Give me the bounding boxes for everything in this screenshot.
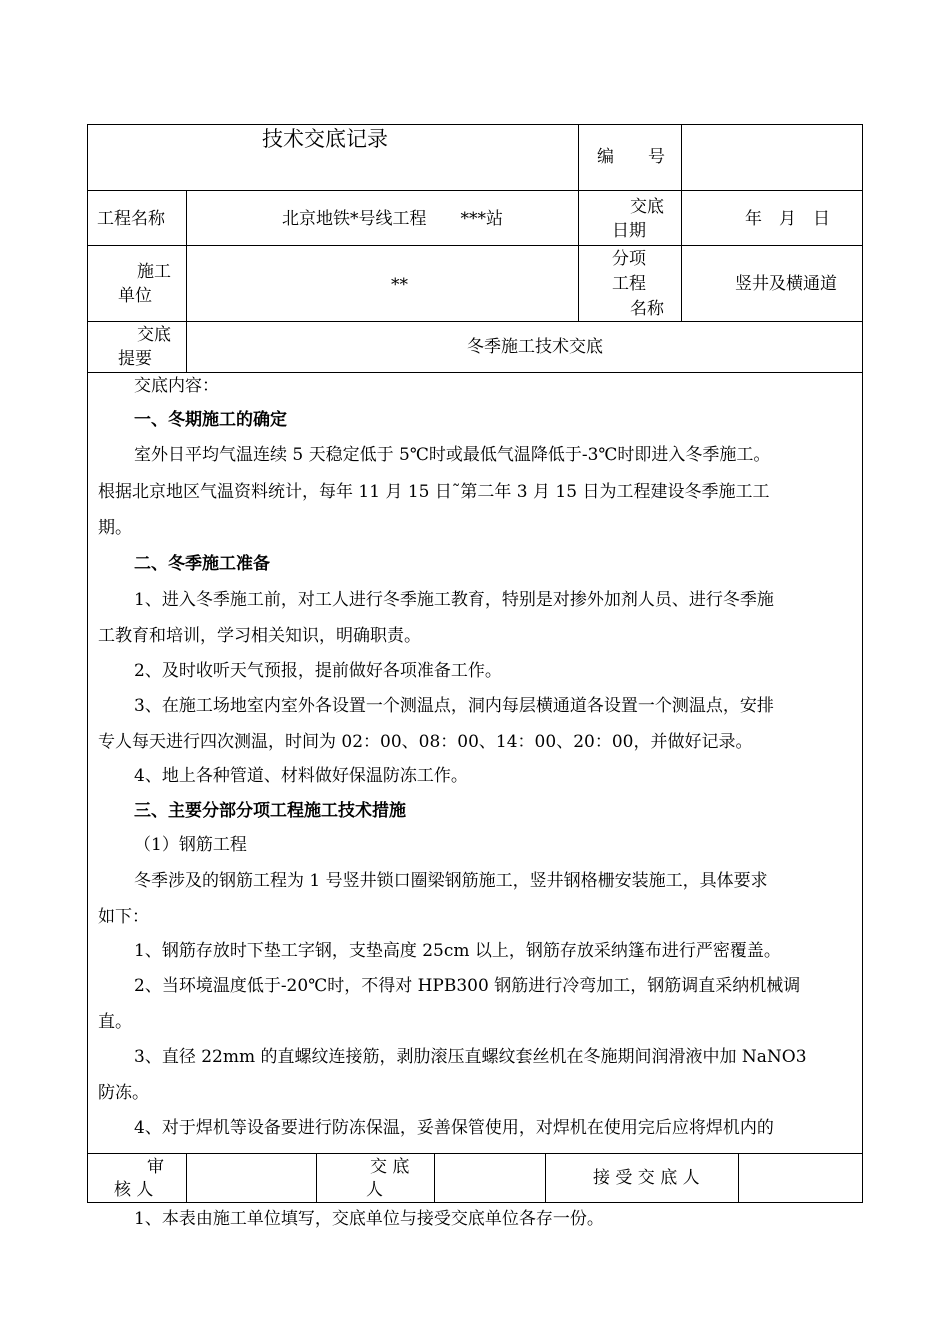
page-title: 技术交底记录	[262, 127, 388, 151]
section-heading: 三、主要分部分项工程施工技术措施	[134, 801, 406, 821]
paragraph-line: 2、及时收听天气预报，提前做好各项准备工作。	[134, 661, 502, 681]
paragraph-line: 工教育和培训，学习相关知识，明确职责。	[98, 626, 421, 646]
table-line	[862, 124, 863, 1203]
section-heading: 一、冬期施工的确定	[134, 410, 287, 430]
receiver-label: 接 受 交 底 人	[593, 1168, 700, 1188]
paragraph-line: 冬季涉及的钢筋工程为 1 号竖井锁口圈梁钢筋施工，竖井钢格栅安装施工，具体要求	[134, 871, 768, 891]
paragraph-line: 3、在施工场地室内室外各设置一个测温点，洞内每层横通道各设置一个测温点，安排	[134, 696, 774, 716]
paragraph-line: 防冻。	[98, 1083, 149, 1103]
paragraph-line: 根据北京地区气温资料统计，每年 11 月 15 日˜第二年 3 月 15 日为工程建设冬季施工工	[98, 482, 770, 502]
date-value: 年 月 日	[745, 209, 830, 229]
paragraph-line: 专人每天进行四次测温，时间为 02：00、08：00、14：00、20：00，并做好记录。	[98, 732, 753, 752]
table-line	[434, 1153, 435, 1203]
table-line	[87, 245, 863, 246]
date-label-line-2: 日期	[612, 221, 646, 241]
paragraph-line: 期。	[98, 518, 132, 538]
date-label-line-1: 交底	[630, 197, 664, 217]
subproject-value: 竖井及横通道	[735, 274, 837, 294]
table-line	[316, 1153, 317, 1203]
discloser-label-line-1: 交 底	[370, 1157, 410, 1177]
unit-label-line-2: 单位	[118, 286, 152, 306]
paragraph-line: 4、地上各种管道、材料做好保温防冻工作。	[134, 766, 468, 786]
table-line	[186, 1153, 187, 1203]
paragraph-line: 2、当环境温度低于-20℃时，不得对 HPB300 钢筋进行冷弯加工，钢筋调直采纳机械调	[134, 976, 801, 996]
reviewer-label-line-1: 审	[147, 1157, 164, 1177]
subsection-heading: （1）钢筋工程	[134, 835, 247, 855]
table-line	[87, 1153, 863, 1154]
table-line	[578, 124, 579, 322]
summary-value: 冬季施工技术交底	[467, 337, 603, 357]
discloser-label-line-2: 人	[366, 1180, 383, 1200]
table-line	[87, 124, 863, 125]
table-line	[738, 1153, 739, 1203]
unit-label-line-1: 施工	[137, 262, 171, 282]
paragraph-line: 4、对于焊机等设备要进行防冻保温，妥善保管使用，对焊机在使用完后应将焊机内的	[134, 1118, 774, 1138]
subproject-label-line-2: 工程	[612, 274, 646, 294]
reviewer-label-line-2: 核 人	[114, 1180, 154, 1200]
table-line	[87, 1202, 863, 1203]
project-label: 工程名称	[97, 209, 165, 229]
paragraph-line: 1、钢筋存放时下垫工字钢，支垫高度 25cm 以上，钢筋存放采纳篷布进行严密覆盖。	[134, 941, 781, 961]
table-line	[545, 1153, 546, 1203]
table-line	[87, 190, 863, 191]
paragraph-line: 3、直径 22mm 的直螺纹连接筋，剥肋滚压直螺纹套丝机在冬施期间润滑液中加 NaNO3	[134, 1047, 807, 1067]
subproject-label-line-3: 名称	[630, 299, 664, 319]
summary-label-line-2: 提要	[118, 349, 152, 369]
section-heading: 二、冬季施工准备	[134, 554, 270, 574]
footnote: 1、本表由施工单位填写，交底单位与接受交底单位各存一份。	[134, 1209, 604, 1229]
content-heading: 交底内容：	[134, 376, 219, 396]
paragraph-line: 1、进入冬季施工前，对工人进行冬季施工教育，特别是对掺外加剂人员、进行冬季施	[134, 590, 774, 610]
number-label: 编 号	[597, 147, 665, 167]
subproject-label-line-1: 分项	[612, 249, 646, 269]
table-line	[87, 372, 863, 373]
table-line	[87, 124, 88, 1203]
project-value: 北京地铁*号线工程 ***站	[282, 209, 503, 229]
table-line	[186, 190, 187, 373]
paragraph-line: 室外日平均气温连续 5 天稳定低于 5℃时或最低气温降低于-3℃时即进入冬季施工。	[134, 445, 771, 465]
unit-value: **	[391, 275, 408, 295]
paragraph-line: 如下：	[98, 907, 149, 927]
table-line	[87, 321, 863, 322]
table-line	[681, 124, 682, 322]
paragraph-line: 直。	[98, 1012, 132, 1032]
summary-label-line-1: 交底	[137, 325, 171, 345]
